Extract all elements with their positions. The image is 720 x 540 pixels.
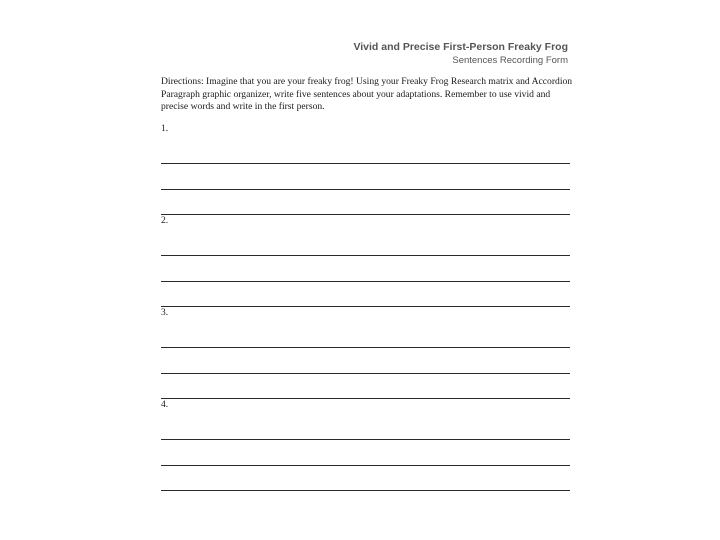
writing-line-1c[interactable]: [161, 214, 570, 215]
item-number-4: 4.: [161, 400, 169, 410]
writing-line-2a[interactable]: [161, 255, 570, 256]
writing-line-3c[interactable]: [161, 398, 570, 399]
writing-line-4a[interactable]: [161, 439, 570, 440]
writing-line-4b[interactable]: [161, 465, 570, 466]
writing-line-3b[interactable]: [161, 373, 570, 374]
worksheet-subtitle: Sentences Recording Form: [452, 55, 568, 66]
writing-line-1a[interactable]: [161, 163, 570, 164]
directions-text: Directions: Imagine that you are your freaky frog! Using your Freaky Frog Research matrix and Accordion Paragraph graphic organizer, write five sentences about your adaptations. Remember to use vivid and precise words and write in the first person.: [161, 76, 573, 113]
item-number-2: 2.: [161, 216, 169, 226]
writing-line-4c[interactable]: [161, 490, 570, 491]
writing-line-3a[interactable]: [161, 347, 570, 348]
item-number-3: 3.: [161, 308, 169, 318]
writing-line-2b[interactable]: [161, 281, 570, 282]
worksheet-header: [353, 40, 568, 67]
writing-line-1b[interactable]: [161, 189, 570, 190]
item-number-1: 1.: [161, 124, 169, 134]
worksheet-title: Vivid and Precise First-Person Freaky Frog: [353, 41, 568, 53]
writing-line-2c[interactable]: [161, 306, 570, 307]
